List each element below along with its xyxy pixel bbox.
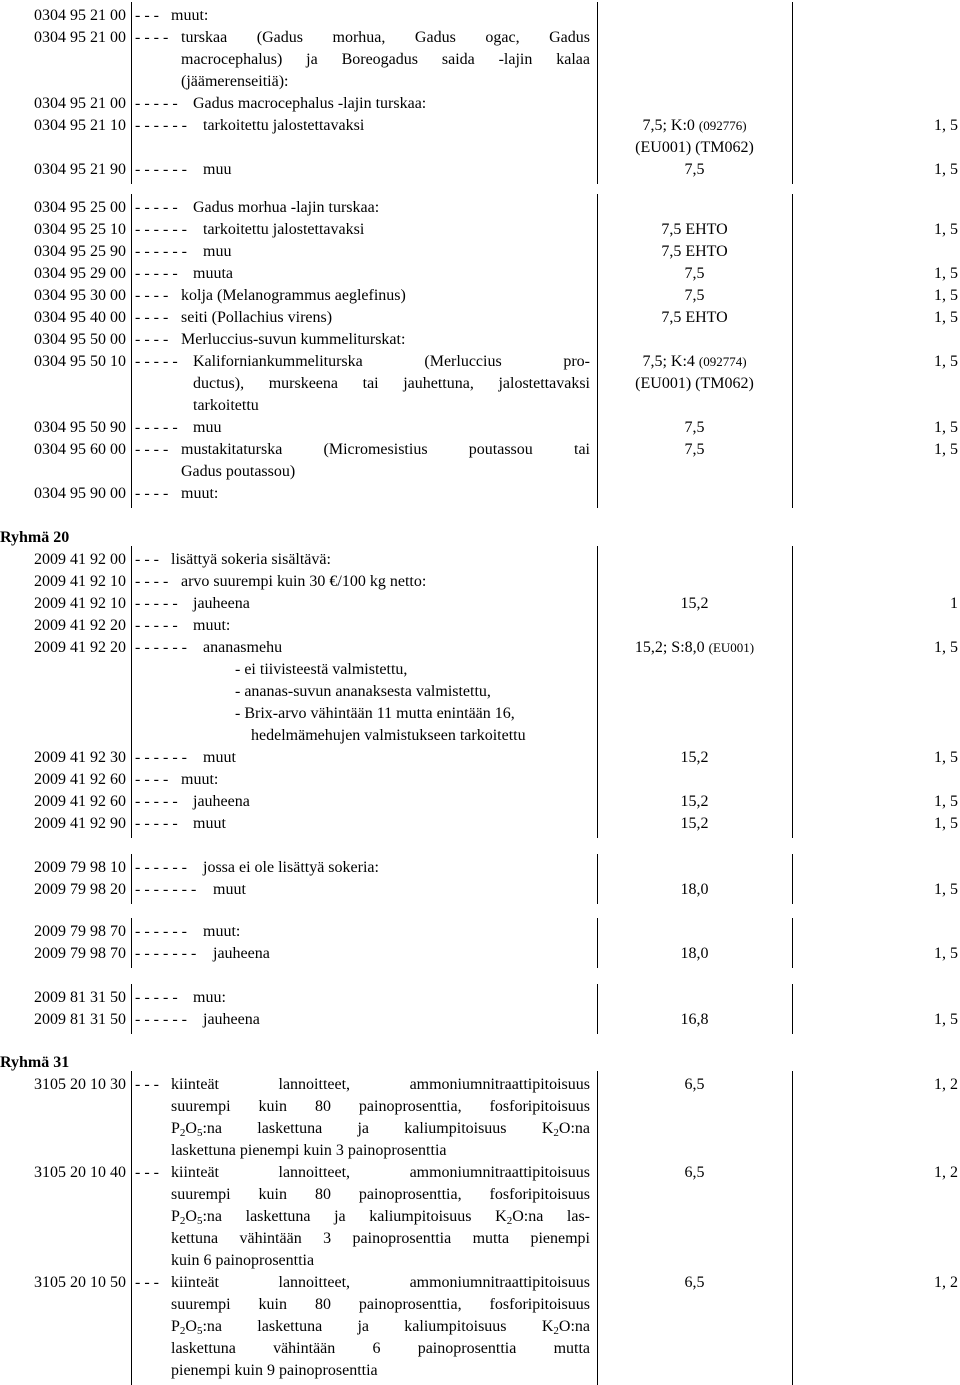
description-line: tarkoitettu jalostettavaksi [203, 221, 365, 238]
description-line: tarkoitettu jalostettavaksi [203, 117, 365, 134]
subscript-digit: 2 [506, 1215, 513, 1227]
description [213, 943, 590, 965]
indent-dashes: - - - - - - - [135, 881, 197, 898]
column-divider [597, 2, 598, 184]
indent-dashes: - - - - [135, 331, 169, 348]
column-divider [131, 546, 132, 838]
indent-dashes: - - - - - - [135, 221, 187, 238]
column-divider [131, 194, 132, 508]
indent-dashes: - - - - - - [135, 243, 187, 260]
indent-dashes: - - - - - - - [135, 945, 197, 962]
cn-code: 0304 95 30 00 [34, 287, 126, 304]
duty-rate: 7,5 EHTO [661, 309, 728, 326]
column-divider [597, 984, 598, 1034]
duty-rate: 7,5 EHTO [661, 243, 728, 260]
description-line: tarkoitettu [193, 397, 259, 414]
indent-dashes: - - - - - - [135, 117, 187, 134]
footnote-ref: 1, 5 [934, 221, 958, 238]
description [203, 857, 590, 879]
description-line: muut [203, 749, 236, 766]
subscript-digit: 2 [179, 1325, 186, 1337]
cn-code: 2009 41 92 00 [34, 551, 126, 568]
column-divider [792, 1071, 793, 1385]
column-divider [792, 2, 793, 184]
rate-footnote-code: (EU001) [708, 640, 755, 655]
description [203, 747, 590, 769]
indent-dashes: - - - - [135, 287, 169, 304]
cn-code: 0304 95 21 00 [34, 95, 126, 112]
subscript-digit: 2 [179, 1215, 186, 1227]
footnote-ref: 1 [950, 595, 958, 612]
table-row [0, 219, 960, 241]
column-divider [792, 918, 793, 968]
table-row [0, 329, 960, 351]
footnote-ref: 1, 5 [934, 793, 958, 810]
description-line: seiti (Pollachius virens) [181, 309, 333, 326]
column-divider [792, 546, 793, 838]
description-line: jauheena [193, 793, 250, 810]
description-line: jauheena [213, 945, 270, 962]
description [193, 417, 590, 439]
table-row [0, 439, 960, 483]
table-row [0, 159, 960, 181]
indent-dashes: - - - - [135, 485, 169, 502]
footnote-ref: 1, 5 [934, 945, 958, 962]
cn-code: 2009 81 31 50 [34, 989, 126, 1006]
description-line: jauheena [193, 595, 250, 612]
description-line: suurempi kuin 80 painoprosenttia, fosforipitoisuus [171, 1098, 590, 1115]
description-line: muut: [203, 923, 241, 940]
rate-footnote-code: (092776) [698, 118, 747, 133]
indent-dashes: - - - [135, 1164, 159, 1181]
description-line: $P_2O_5:na$ laskettuna ja kaliumpitoisuus $K_2O:na$ [171, 1120, 590, 1139]
indent-dashes: - - - [135, 551, 159, 568]
duty-rate: 7,5 [684, 419, 705, 436]
indent-dashes: - - - - [135, 29, 169, 46]
table-row [0, 5, 960, 27]
description-line: muu [193, 419, 222, 436]
duty-rate: 18,0 [680, 945, 709, 962]
duty-rate: 15,2 [680, 815, 709, 832]
indent-dashes: - - - - - - [135, 859, 187, 876]
rate-footnote-code: (092774) [698, 354, 747, 369]
footnote-ref: 1, 5 [934, 441, 958, 458]
indent-dashes: - - - - - [135, 353, 178, 370]
description-line: kiinteät lannoitteet, ammoniumnitraattipitoisuus [171, 1076, 590, 1093]
description-line: turskaa (Gadus morhua, Gadus ogac, Gadus [181, 29, 590, 46]
footnote-ref: 1, 5 [934, 287, 958, 304]
column-divider [792, 194, 793, 508]
cn-code: 0304 95 25 00 [34, 199, 126, 216]
subscript-digit: 5 [196, 1127, 203, 1139]
table-row [0, 1272, 960, 1382]
duty-rate: 15,2; S:8,0 (EU001) [634, 639, 755, 656]
description-line: hedelmämehujen valmistukseen tarkoitettu [251, 727, 526, 744]
description [193, 615, 590, 637]
cn-code: 2009 41 92 20 [34, 617, 126, 634]
footnote-ref: 1, 5 [934, 419, 958, 436]
duty-rate: 15,2 [680, 595, 709, 612]
description-line: muu [203, 161, 232, 178]
description [203, 159, 590, 181]
table-row [0, 879, 960, 901]
description [181, 483, 590, 505]
description [171, 1162, 590, 1272]
cn-code: 2009 79 98 70 [34, 945, 126, 962]
table-row [0, 615, 960, 637]
column-divider [597, 854, 598, 904]
column-divider [597, 194, 598, 508]
subscript-digit: 5 [196, 1325, 203, 1337]
description-line: muuta [193, 265, 233, 282]
table-row [0, 1009, 960, 1031]
indent-dashes: - - - - - [135, 617, 178, 634]
description-line: - Brix-arvo vähintään 11 mutta enintään 16, [235, 705, 515, 722]
description-line: muut: [181, 485, 219, 502]
cn-code: 3105 20 10 40 [34, 1164, 126, 1181]
indent-dashes: - - - - - - [135, 749, 187, 766]
description [203, 1009, 590, 1031]
duty-rate: 6,5 [684, 1274, 705, 1291]
description-line: jauheena [203, 1011, 260, 1028]
footnote-ref: 1, 2 [934, 1076, 958, 1093]
cn-code: 0304 95 50 00 [34, 331, 126, 348]
indent-dashes: - - - - - [135, 265, 178, 282]
description-line: kiinteät lannoitteet, ammoniumnitraattipitoisuus [171, 1164, 590, 1181]
table-row [0, 549, 960, 571]
duty-rate: 6,5 [684, 1164, 705, 1181]
table-row [0, 791, 960, 813]
cn-code: 0304 95 40 00 [34, 309, 126, 326]
column-divider [792, 854, 793, 904]
description-line: jossa ei ole lisättyä sokeria: [203, 859, 379, 876]
column-divider [597, 1071, 598, 1385]
description [171, 549, 590, 571]
description-line: muu: [193, 989, 226, 1006]
column-divider [597, 918, 598, 968]
indent-dashes: - - - - [135, 771, 169, 788]
section-heading: Ryhmä 31 [0, 1054, 70, 1071]
cn-code: 0304 95 25 90 [34, 243, 126, 260]
description-line: - ananas-suvun ananaksesta valmistettu, [235, 683, 491, 700]
description-line: kettuna vähintään 3 painoprosenttia mutta pienempi [171, 1230, 590, 1247]
description-line: muut: [193, 617, 231, 634]
cn-code: 0304 95 21 00 [34, 7, 126, 24]
footnote-ref: 1, 5 [934, 749, 958, 766]
footnote-ref: 1, 5 [934, 161, 958, 178]
indent-dashes: - - - - - [135, 815, 178, 832]
indent-dashes: - - - - - [135, 419, 178, 436]
description-line: suurempi kuin 80 painoprosenttia, fosforipitoisuus [171, 1186, 590, 1203]
footnote-ref: 1, 5 [934, 309, 958, 326]
cn-code: 2009 41 92 60 [34, 771, 126, 788]
description [171, 1272, 590, 1382]
column-divider [131, 984, 132, 1034]
cn-code: 3105 20 10 50 [34, 1274, 126, 1291]
description [193, 593, 590, 615]
duty-rate: 15,2 [680, 749, 709, 766]
description-line: kuin 6 painoprosenttia [171, 1252, 315, 1269]
description [171, 1074, 590, 1162]
subscript-digit: 5 [196, 1215, 203, 1227]
duty-rate: 7,5 EHTO [661, 221, 728, 238]
description-line: ananasmehu [203, 639, 283, 656]
cn-code: 2009 41 92 30 [34, 749, 126, 766]
description-line: laskettuna pienempi kuin 3 painoprosenttia [171, 1142, 447, 1159]
duty-rate: 7,5 [684, 265, 705, 282]
description-line: Gadus morhua -lajin turskaa: [193, 199, 380, 216]
cn-code: 0304 95 29 00 [34, 265, 126, 282]
table-row [0, 813, 960, 835]
description [181, 307, 590, 329]
description-line: muut: [171, 7, 209, 24]
description [203, 219, 590, 241]
column-divider [131, 2, 132, 184]
description-line: pienempi kuin 9 painoprosenttia [171, 1362, 378, 1379]
cn-code: 2009 79 98 20 [34, 881, 126, 898]
description [181, 27, 590, 93]
description-line: muut: [181, 771, 219, 788]
indent-dashes: - - - - [135, 309, 169, 326]
description [203, 637, 590, 747]
cn-code: 2009 41 92 20 [34, 639, 126, 656]
table-row [0, 417, 960, 439]
duty-rate: 16,8 [680, 1011, 709, 1028]
description-line: mustakitaturska (Micromesistius poutassou tai [181, 441, 590, 458]
description [193, 987, 590, 1009]
table-row [0, 769, 960, 791]
duty-rate: 7,5 [684, 161, 705, 178]
description-line: kolja (Melanogrammus aeglefinus) [181, 287, 406, 304]
footnote-ref: 1, 5 [934, 117, 958, 134]
table-row [0, 637, 960, 747]
indent-dashes: - - - - - [135, 793, 178, 810]
table-row [0, 921, 960, 943]
description [203, 115, 590, 137]
description-line: macrocephalus) ja Boreogadus saida -lajin kalaa [181, 51, 590, 68]
cn-code: 0304 95 60 00 [34, 441, 126, 458]
table-row [0, 483, 960, 505]
description [193, 263, 590, 285]
description-line: $P_2O_5:na$ laskettuna ja kaliumpitoisuus $K_2O:na$ las- [171, 1208, 591, 1227]
indent-dashes: - - - [135, 1274, 159, 1291]
description [203, 921, 590, 943]
duty-rate: 6,5 [684, 1076, 705, 1093]
description [193, 791, 590, 813]
table-row [0, 857, 960, 879]
table-row [0, 285, 960, 307]
cn-code: 0304 95 90 00 [34, 485, 126, 502]
indent-dashes: - - - [135, 1076, 159, 1093]
description-line: kiinteät lannoitteet, ammoniumnitraattipitoisuus [171, 1274, 590, 1291]
cn-code: 3105 20 10 30 [34, 1076, 126, 1093]
indent-dashes: - - - - - [135, 595, 178, 612]
duty-rate: 7,5 [684, 287, 705, 304]
cn-code: 0304 95 50 10 [34, 353, 126, 370]
indent-dashes: - - - - [135, 441, 169, 458]
description-line: muu [203, 243, 232, 260]
cn-code: 2009 41 92 90 [34, 815, 126, 832]
footnote-ref: 1, 2 [934, 1164, 958, 1181]
indent-dashes: - - - - - - [135, 639, 187, 656]
description-line: arvo suurempi kuin 30 €/100 kg netto: [181, 573, 427, 590]
cn-code: 2009 81 31 50 [34, 1011, 126, 1028]
description-line: Gadus poutassou) [181, 463, 296, 480]
table-row [0, 747, 960, 769]
description [193, 813, 590, 835]
column-divider [792, 984, 793, 1034]
description-line: Merluccius-suvun kummeliturskat: [181, 331, 406, 348]
duty-rate: 7,5; K:4 (092774) [642, 353, 747, 370]
description-line: muut [213, 881, 246, 898]
description-line: (jäämerenseitiä): [181, 73, 289, 90]
cn-code: 0304 95 21 10 [34, 117, 126, 134]
indent-dashes: - - - - - - [135, 1011, 187, 1028]
footnote-ref: 1, 5 [934, 639, 958, 656]
table-row [0, 197, 960, 219]
indent-dashes: - - - - - [135, 199, 178, 216]
cn-code: 2009 79 98 10 [34, 859, 126, 876]
description-line: suurempi kuin 80 painoprosenttia, fosforipitoisuus [171, 1296, 590, 1313]
column-divider [131, 854, 132, 904]
indent-dashes: - - - - - [135, 989, 178, 1006]
cn-code: 0304 95 50 90 [34, 419, 126, 436]
footnote-ref: 1, 5 [934, 1011, 958, 1028]
duty-rate: (EU001) (TM062) [635, 139, 754, 156]
table-row [0, 115, 960, 159]
column-divider [597, 546, 598, 838]
table-row [0, 1162, 960, 1272]
subscript-digit: 2 [179, 1127, 186, 1139]
description-line: ductus), murskeena tai jauhettuna, jalostettavaksi [193, 375, 590, 392]
duty-rate: (EU001) (TM062) [635, 375, 754, 392]
table-row [0, 27, 960, 93]
cn-code: 2009 41 92 10 [34, 573, 126, 590]
description [193, 197, 590, 219]
indent-dashes: - - - - [135, 573, 169, 590]
cn-code: 2009 79 98 70 [34, 923, 126, 940]
subscript-digit: 2 [553, 1127, 559, 1139]
indent-dashes: - - - - - - [135, 161, 187, 178]
footnote-ref: 1, 5 [934, 265, 958, 282]
description-line: $P_2O_5:na$ laskettuna ja kaliumpitoisuus $K_2O:na$ [171, 1318, 590, 1337]
description-line: - ei tiivisteestä valmistettu, [235, 661, 408, 678]
description [181, 439, 590, 483]
table-row [0, 593, 960, 615]
table-row [0, 93, 960, 115]
footnote-ref: 1, 5 [934, 815, 958, 832]
table-row [0, 571, 960, 593]
duty-rate: 7,5 [684, 441, 705, 458]
cn-code: 0304 95 21 90 [34, 161, 126, 178]
indent-dashes: - - - - - [135, 95, 178, 112]
description-line: Gadus macrocephalus -lajin turskaa: [193, 95, 427, 112]
indent-dashes: - - - - - - [135, 923, 187, 940]
description-line: Kaliforniankummeliturska (Merluccius pro- [193, 353, 590, 370]
duty-rate: 15,2 [680, 793, 709, 810]
description [181, 769, 590, 791]
cn-code: 0304 95 25 10 [34, 221, 126, 238]
description [181, 329, 590, 351]
table-row [0, 241, 960, 263]
table-row [0, 263, 960, 285]
table-row [0, 307, 960, 329]
description-line: muut [193, 815, 226, 832]
cn-code: 0304 95 21 00 [34, 29, 126, 46]
description [193, 351, 590, 417]
description [203, 241, 590, 263]
footnote-ref: 1, 2 [934, 1274, 958, 1291]
footnote-ref: 1, 5 [934, 881, 958, 898]
table-row [0, 987, 960, 1009]
duty-rate: 18,0 [680, 881, 709, 898]
description-line: lisättyä sokeria sisältävä: [171, 551, 331, 568]
description [181, 285, 590, 307]
column-divider [131, 1071, 132, 1385]
description [193, 93, 590, 115]
table-row [0, 943, 960, 965]
column-divider [131, 918, 132, 968]
footnote-ref: 1, 5 [934, 353, 958, 370]
description [181, 571, 590, 593]
description [213, 879, 590, 901]
description [171, 5, 590, 27]
duty-rate: 7,5; K:0 (092776) [642, 117, 747, 134]
subscript-digit: 2 [553, 1325, 559, 1337]
cn-code: 2009 41 92 60 [34, 793, 126, 810]
table-row [0, 351, 960, 417]
table-row [0, 1074, 960, 1162]
cn-code: 2009 41 92 10 [34, 595, 126, 612]
description-line: laskettuna vähintään 6 painoprosenttia mutta [171, 1340, 590, 1357]
indent-dashes: - - - [135, 7, 159, 24]
section-heading: Ryhmä 20 [0, 529, 70, 546]
